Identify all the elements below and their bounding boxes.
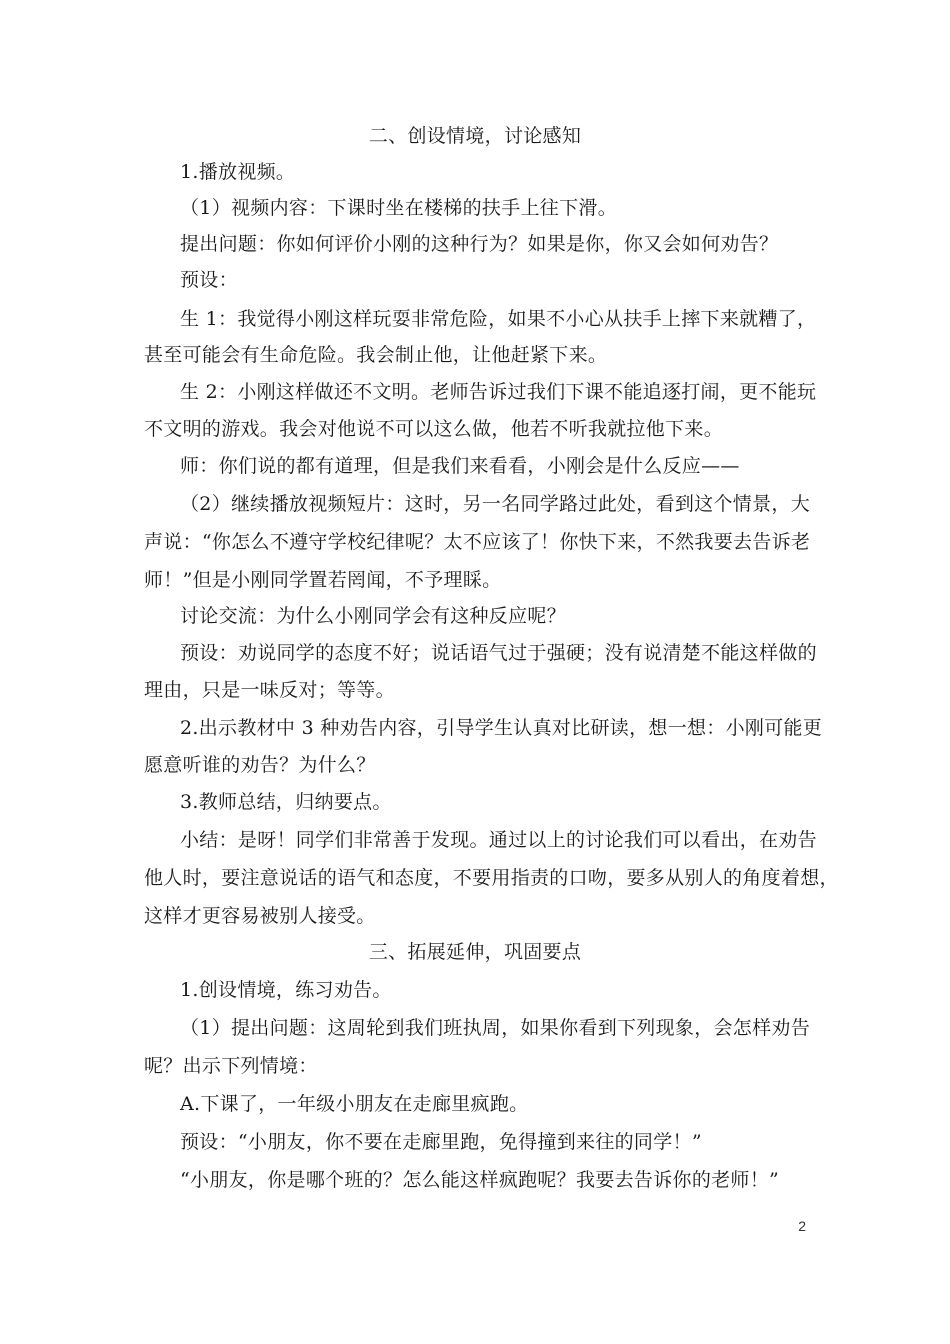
paragraph-continuation: 呢？出示下列情境： (144, 1055, 318, 1077)
section-heading: 三、拓展延伸，巩固要点 (368, 941, 582, 963)
paragraph: （2）继续播放视频短片：这时，另一名同学路过此处，看到这个情景，大 (180, 493, 810, 515)
paragraph-continuation: 理由，只是一味反对；等等。 (144, 679, 395, 701)
paragraph: A.下课了，一年级小朋友在走廊里疯跑。 (180, 1093, 529, 1115)
paragraph-continuation: 这样才更容易被别人接受。 (144, 905, 376, 927)
paragraph: 预设： (180, 269, 238, 291)
paragraph: 生 1：我觉得小刚这样玩耍非常危险，如果不小心从扶手上摔下来就糟了， (180, 308, 817, 330)
paragraph: 提出问题：你如何评价小刚的这种行为？如果是你，你又会如何劝告？ (180, 233, 779, 255)
paragraph-continuation: 师！”但是小刚同学置若罔闻，不予理睬。 (144, 569, 502, 591)
paragraph: 2.出示教材中 3 种劝告内容，引导学生认真对比研读，想一想：小刚可能更 (180, 717, 823, 739)
paragraph: （1）视频内容：下课时坐在楼梯的扶手上往下滑。 (180, 197, 617, 219)
paragraph-continuation: 甚至可能会有生命危险。我会制止他，让他赶紧下来。 (144, 344, 608, 366)
paragraph: 生 2：小刚这样做还不文明。老师告诉过我们下课不能追逐打闹，更不能玩 (180, 381, 817, 403)
section-heading: 二、创设情境，讨论感知 (368, 125, 582, 147)
page-number: 2 (798, 1218, 806, 1234)
paragraph-continuation: 愿意听谁的劝告？为什么？ (144, 754, 376, 776)
paragraph: 预设：劝说同学的态度不好；说话语气过于强硬；没有说清楚不能这样做的 (180, 642, 817, 664)
paragraph: 1.播放视频。 (180, 161, 296, 183)
paragraph: 小结：是呀！同学们非常善于发现。通过以上的讨论我们可以看出，在劝告 (180, 829, 817, 851)
paragraph-continuation: 不文明的游戏。我会对他说不可以这么做，他若不听我就拉他下来。 (144, 418, 724, 440)
paragraph: 1.创设情境，练习劝告。 (180, 979, 392, 1001)
paragraph: 讨论交流：为什么小刚同学会有这种反应呢？ (180, 605, 567, 627)
paragraph: （1）提出问题：这周轮到我们班执周，如果你看到下列现象，会怎样劝告 (180, 1017, 810, 1039)
paragraph-continuation: 声说：“你怎么不遵守学校纪律呢？太不应该了！你快下来，不然我要去告诉老 (144, 531, 811, 553)
paragraph: 预设：“小朋友，你不要在走廊里跑，免得撞到来往的同学！” (180, 1131, 702, 1153)
paragraph: “小朋友，你是哪个班的？怎么能这样疯跑呢？我要去告诉你的老师！” (180, 1169, 780, 1191)
paragraph: 师：你们说的都有道理，但是我们来看看，小刚会是什么反应—— (180, 455, 740, 477)
paragraph: 3.教师总结，归纳要点。 (180, 791, 392, 813)
paragraph-continuation: 他人时，要注意说话的语气和态度，不要用指责的口吻，要多从别人的角度着想， (144, 867, 839, 889)
